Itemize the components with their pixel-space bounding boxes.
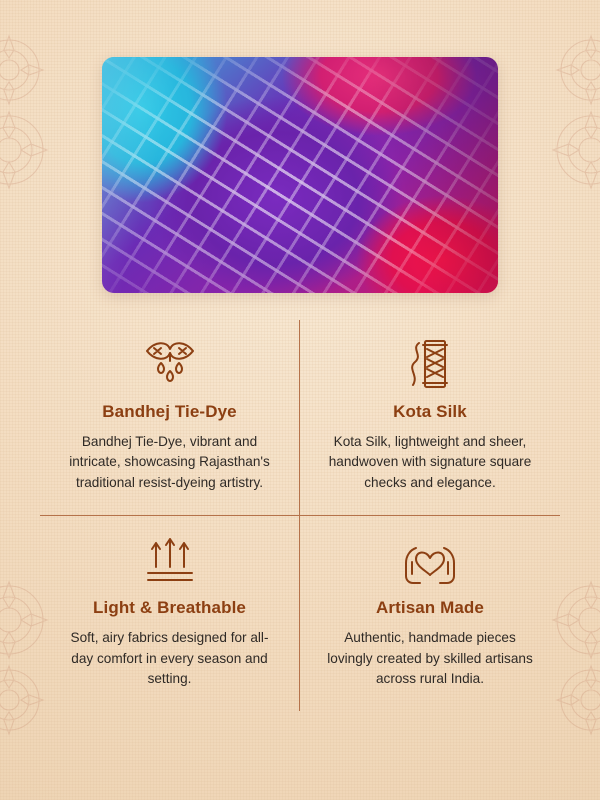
mandala-ornament-top-right [536, 30, 600, 200]
feature-card-bandhej-tie-dye [40, 320, 300, 516]
feature-description: Bandhej Tie-Dye, vibrant and intricate, showcasing Rajasthan's traditional resist-dyeing artistry. [69, 434, 270, 490]
feature-card-artisan-made [300, 516, 560, 711]
hero-image [102, 57, 498, 293]
feature-description: Kota Silk, lightweight and sheer, handwoven with signature square checks and elegance. [328, 434, 532, 490]
silk-thread-spool-icon [318, 334, 542, 396]
hero-image-shading [102, 57, 498, 293]
hands-holding-heart-icon [318, 530, 542, 592]
mandala-ornament-top-left [0, 30, 64, 200]
feature-card-light-breathable [40, 516, 300, 711]
feature-title: Kota Silk [393, 402, 467, 421]
feature-card-kota-silk [300, 320, 560, 516]
feature-grid [40, 320, 560, 711]
tie-dye-knot-icon [58, 334, 281, 396]
feature-title: Light & Breathable [93, 598, 246, 618]
breathable-airflow-icon [58, 530, 281, 592]
feature-description: Soft, airy fabrics designed for all-day comfort in every season and setting. [70, 630, 269, 686]
feature-description: Authentic, handmade pieces lovingly created by skilled artisans across rural India. [327, 630, 533, 686]
feature-title: Artisan Made [376, 598, 484, 618]
feature-title: Bandhej Tie-Dye [102, 402, 237, 421]
